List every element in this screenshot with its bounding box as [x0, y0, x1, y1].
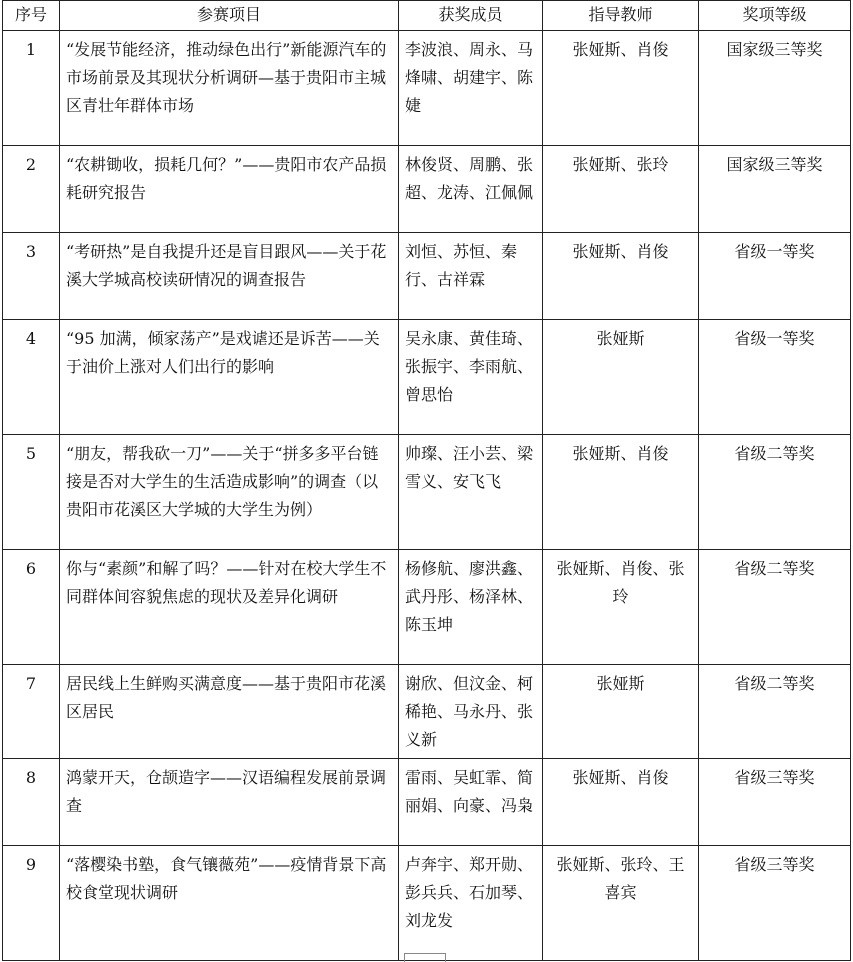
row-project: “朋友，帮我砍一刀”——关于“拼多多平台链接是否对大学生的生活造成影响”的调查（以贵阳市花溪区大学城的大学生为例） [60, 435, 399, 550]
row-teachers: 张娅斯、肖俊、张玲 [543, 550, 699, 665]
row-level: 省级一等奖 [699, 233, 851, 320]
row-teachers: 张娅斯、张玲 [543, 146, 699, 233]
row-no: 1 [3, 31, 60, 146]
row-no: 7 [3, 665, 60, 759]
row-no: 2 [3, 146, 60, 233]
row-level: 省级二等奖 [699, 550, 851, 665]
row-project: “考研热”是自我提升还是盲目跟风——关于花溪大学城高校读研情况的调查报告 [60, 233, 399, 320]
row-project: 居民线上生鲜购买满意度——基于贵阳市花溪区居民 [60, 665, 399, 759]
row-teachers: 张娅斯、肖俊 [543, 435, 699, 550]
row-members: 谢欣、但汶金、柯稀艳、马永丹、张义新 [399, 665, 543, 759]
row-level: 省级一等奖 [699, 320, 851, 435]
row-project: “95 加满，倾家荡产”是戏谑还是诉苦——关于油价上涨对人们出行的影响 [60, 320, 399, 435]
header-members: 获奖成员 [399, 1, 543, 31]
row-no: 4 [3, 320, 60, 435]
row-members: 雷雨、吴虹霏、简丽娟、向豪、冯枭 [399, 759, 543, 846]
row-project: “落樱染书塾，食气镶薇苑”——疫情背景下高校食堂现状调研 [60, 846, 399, 961]
table-row [3, 846, 851, 961]
row-level: 国家级三等奖 [699, 31, 851, 146]
row-project: 你与“素颜”和解了吗？——针对在校大学生不同群体间容貌焦虑的现状及差异化调研 [60, 550, 399, 665]
table-row [3, 550, 851, 665]
row-teachers: 张娅斯、肖俊 [543, 759, 699, 846]
row-level: 国家级三等奖 [699, 146, 851, 233]
table-row [3, 665, 851, 759]
table-row [3, 31, 851, 146]
header-teachers: 指导教师 [543, 1, 699, 31]
table-row [3, 759, 851, 846]
row-level: 省级二等奖 [699, 435, 851, 550]
awards-table [2, 0, 851, 961]
row-no: 8 [3, 759, 60, 846]
row-teachers: 张娅斯、张玲、王喜宾 [543, 846, 699, 961]
row-teachers: 张娅斯、肖俊 [543, 31, 699, 146]
row-members: 吴永康、黄佳琦、张振宇、李雨航、曾思怡 [399, 320, 543, 435]
row-project: 鸿蒙开天，仓颉造字——汉语编程发展前景调查 [60, 759, 399, 846]
header-no: 序号 [3, 1, 60, 31]
row-level: 省级三等奖 [699, 759, 851, 846]
row-members: 刘恒、苏恒、秦行、古祥霖 [399, 233, 543, 320]
table-row [3, 435, 851, 550]
row-members: 帅璨、汪小芸、梁雪义、安飞飞 [399, 435, 543, 550]
table-row [3, 233, 851, 320]
row-members: 李波浪、周永、马烽啸、胡建宇、陈婕 [399, 31, 543, 146]
row-teachers: 张娅斯、肖俊 [543, 233, 699, 320]
row-no: 6 [3, 550, 60, 665]
header-project: 参赛项目 [60, 1, 399, 31]
row-no: 3 [3, 233, 60, 320]
row-members: 卢奔宇、郑开勋、彭兵兵、石加琴、刘龙发 [399, 846, 543, 961]
row-teachers: 张娅斯 [543, 665, 699, 759]
header-row [3, 1, 851, 31]
row-level: 省级三等奖 [699, 846, 851, 961]
row-project: “发展节能经济，推动绿色出行”新能源汽车的市场前景及其现状分析调研—基于贵阳市主城区青壮年群体市场 [60, 31, 399, 146]
row-no: 5 [3, 435, 60, 550]
row-members: 林俊贤、周鹏、张超、龙涛、江佩佩 [399, 146, 543, 233]
row-members: 杨修航、廖洪鑫、武丹彤、杨泽林、陈玉坤 [399, 550, 543, 665]
row-no: 9 [3, 846, 60, 961]
row-teachers: 张娅斯 [543, 320, 699, 435]
row-project: “农耕锄收，损耗几何？”——贵阳市农产品损耗研究报告 [60, 146, 399, 233]
table-row [3, 320, 851, 435]
table-row [3, 146, 851, 233]
header-level: 奖项等级 [699, 1, 851, 31]
row-level: 省级二等奖 [699, 665, 851, 759]
